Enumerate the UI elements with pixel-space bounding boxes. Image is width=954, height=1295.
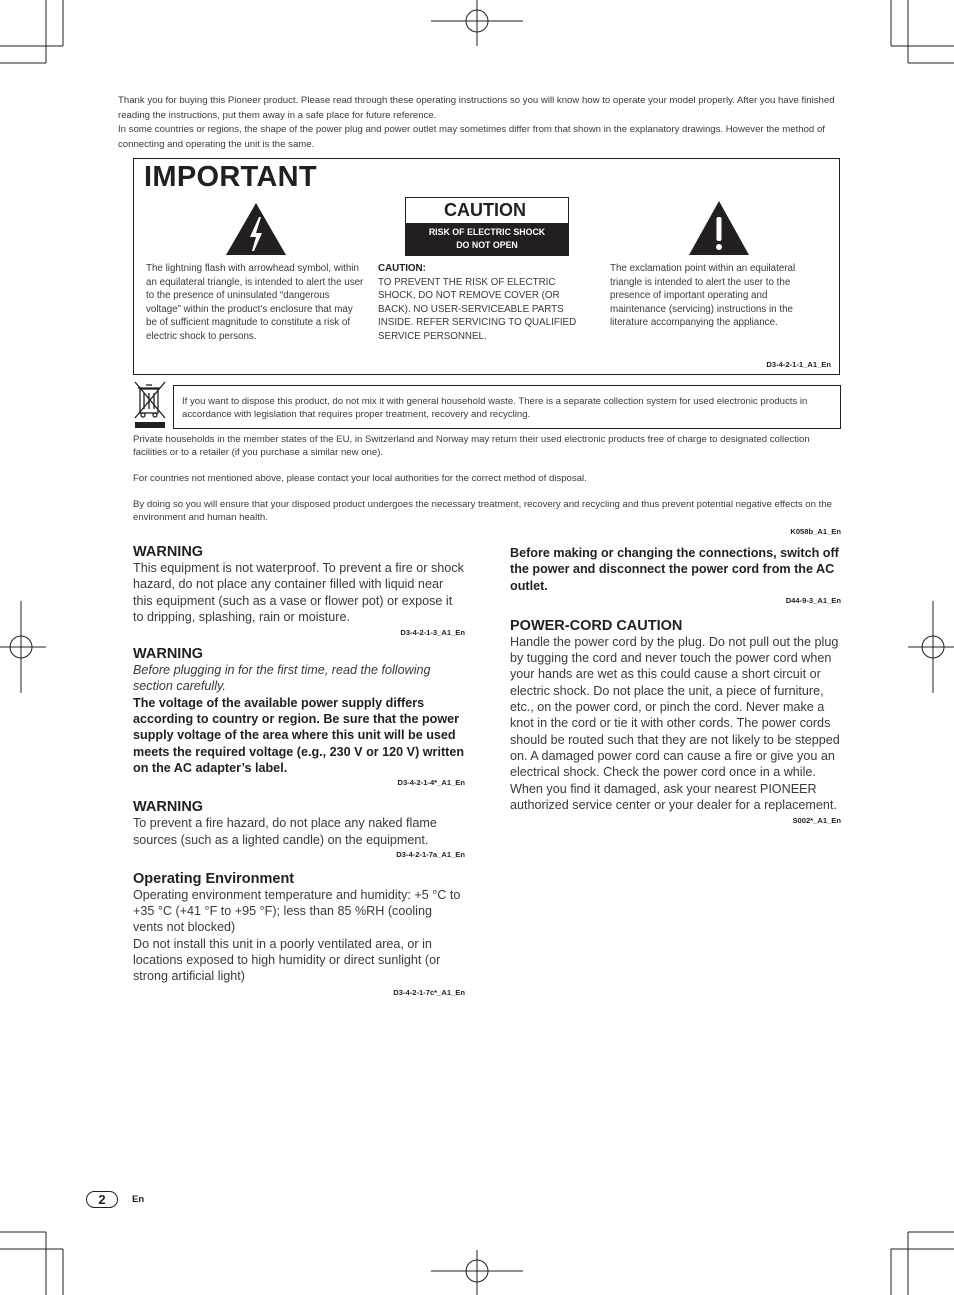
reference-code: D3-4-2-1-7c*_A1_En — [393, 987, 465, 997]
warning-text: This equipment is not waterproof. To prevent a fire or shock hazard, do not place any container filled with liquid near this equipment (such as a vase or flower pot) or expose it to dripping, splashing, rain or moisture. — [133, 561, 464, 624]
exclamation-triangle-icon — [687, 199, 751, 257]
warning-text: To prevent a fire hazard, do not place any naked flame sources (such as a lighted candle) on the equipment. — [133, 816, 437, 847]
registration-mark-icon — [431, 1250, 523, 1295]
weee-notice: If you want to dispose this product, do not mix it with general household waste. There is a separate collection system for used electronic products in accordance with legislation that requires proper treatment, recovery and recycling. — [173, 385, 841, 429]
lightning-explanation: The lightning flash with arrowhead symbol, within an equilateral triangle, is intended to alert the user to the presence of uninsulated “dangerous voltage” within the product’s enclosure that may be of sufficient magnitude to constitute a risk of electric shock to persons. — [146, 263, 364, 342]
important-box — [133, 158, 840, 375]
caution-label — [405, 197, 569, 256]
caution-label-title: CAUTION — [406, 198, 568, 223]
reference-code: D3-4-2-1-7a_A1_En — [396, 849, 465, 859]
language-code: En — [132, 1194, 145, 1205]
reference-code: D44-9-3_A1_En — [785, 595, 841, 605]
lightning-triangle-icon — [224, 201, 288, 257]
important-title: IMPORTANT — [144, 161, 317, 193]
weee-paragraph: By doing so you will ensure that your disposed product undergoes the necessary treatment, recovery and recycling and thus prevent potential negative effects on the environment and human health. — [133, 499, 832, 524]
environment-text: Do not install this unit in a poorly ventilated area, or in locations exposed to high humidity or direct sunlight (or strong artificial light) — [133, 936, 441, 984]
warning-intro: Before plugging in for the first time, read the following section carefully. — [133, 663, 431, 694]
reference-code: D3-4-2-1-4*_A1_En — [397, 778, 465, 788]
registration-mark-icon — [0, 601, 46, 693]
registration-mark-icon — [908, 601, 954, 693]
caution-text: TO PREVENT THE RISK OF ELECTRIC SHOCK, DO NOT REMOVE COVER (OR BACK). NO USER-SERVICEABLE PARTS INSIDE. REFER SERVICING TO QUALIFIED SERVICE PERSONNEL. — [378, 276, 577, 342]
reference-code: K058b_A1_En — [790, 527, 841, 536]
warning-text: The voltage of the available power supply differs according to country or region. Be sure that the power supply voltage of the area where this unit will be used meets the required voltage (e.g., 230 V or 120 V) written on the AC adapter’s label. — [133, 695, 465, 775]
intro-paragraph: In some countries or regions, the shape of the power plug and power outlet may sometimes differ from that shown in the explanatory drawings. However the method of connecting and operating the unit is the same. — [118, 124, 825, 150]
reference-code: D3-4-2-1-1_A1_En — [766, 360, 831, 369]
registration-mark-icon — [431, 0, 523, 50]
weee-paragraph: For countries not mentioned above, please contact your local authorities for the correct method of disposal. — [133, 473, 587, 484]
reference-code: S002*_A1_En — [792, 816, 841, 826]
intro-paragraph: Thank you for buying this Pioneer product. Please read through these operating instructions so you will know how to operate your model properly. After you have finished reading the instructions, put them away in a safe place for future reference. — [118, 95, 835, 121]
section-heading: POWER-CORD CAUTION — [510, 617, 683, 634]
weee-paragraph: Private households in the member states of the EU, in Switzerland and Norway may return their used electronic products free of charge to designated collection facilities or to a retailer (if you purchase a similar new one). — [133, 434, 810, 459]
caution-label-line: RISK OF ELECTRIC SHOCK — [428, 227, 546, 237]
caution-label-warning — [406, 223, 568, 255]
section-heading: WARNING — [133, 799, 204, 816]
caution-explanation — [378, 262, 590, 344]
reference-code: D3-4-2-1-3_A1_En — [400, 628, 465, 638]
section-heading: WARNING — [133, 544, 204, 560]
caution-label-line: DO NOT OPEN — [456, 240, 518, 250]
page-number: 2 — [86, 1191, 118, 1208]
intro-text — [118, 94, 863, 152]
crossed-bin-icon — [133, 380, 167, 430]
left-column — [133, 544, 465, 997]
environment-text: Operating environment temperature and humidity: +5 °C to +35 °C (+41 °F to +95 °F); less than 85 %RH (cooling vents not blocked) — [133, 887, 461, 935]
caution-heading: CAUTION: — [378, 263, 426, 274]
section-heading: Operating Environment — [133, 870, 295, 887]
connection-warning: Before making or changing the connections, switch off the power and disconnect the power cord from the AC outlet. — [510, 546, 839, 593]
right-column — [510, 545, 841, 825]
power-cord-text: Handle the power cord by the plug. Do not pull out the plug by tugging the cord and never touch the power cord when your hands are wet as this could cause a short circuit or electric shock. Do not place the unit, a piece of furniture, etc., on the power cord, or pinch the cord. Never make a knot in the cord or tie it with other cords. The power cords should be routed such that they are not likely to be stepped on. A damaged power cord can cause a fire or give you an electrical shock. Check the power cord once in a while. When you find it damaged, ask your nearest PIONEER authorized service center or your dealer for a replacement. — [510, 634, 840, 812]
exclamation-explanation: The exclamation point within an equilateral triangle is intended to alert the user to the presence of important operating and maintenance (servicing) instructions in the literature accompanying the appliance. — [610, 263, 796, 329]
section-heading: WARNING — [133, 646, 204, 663]
